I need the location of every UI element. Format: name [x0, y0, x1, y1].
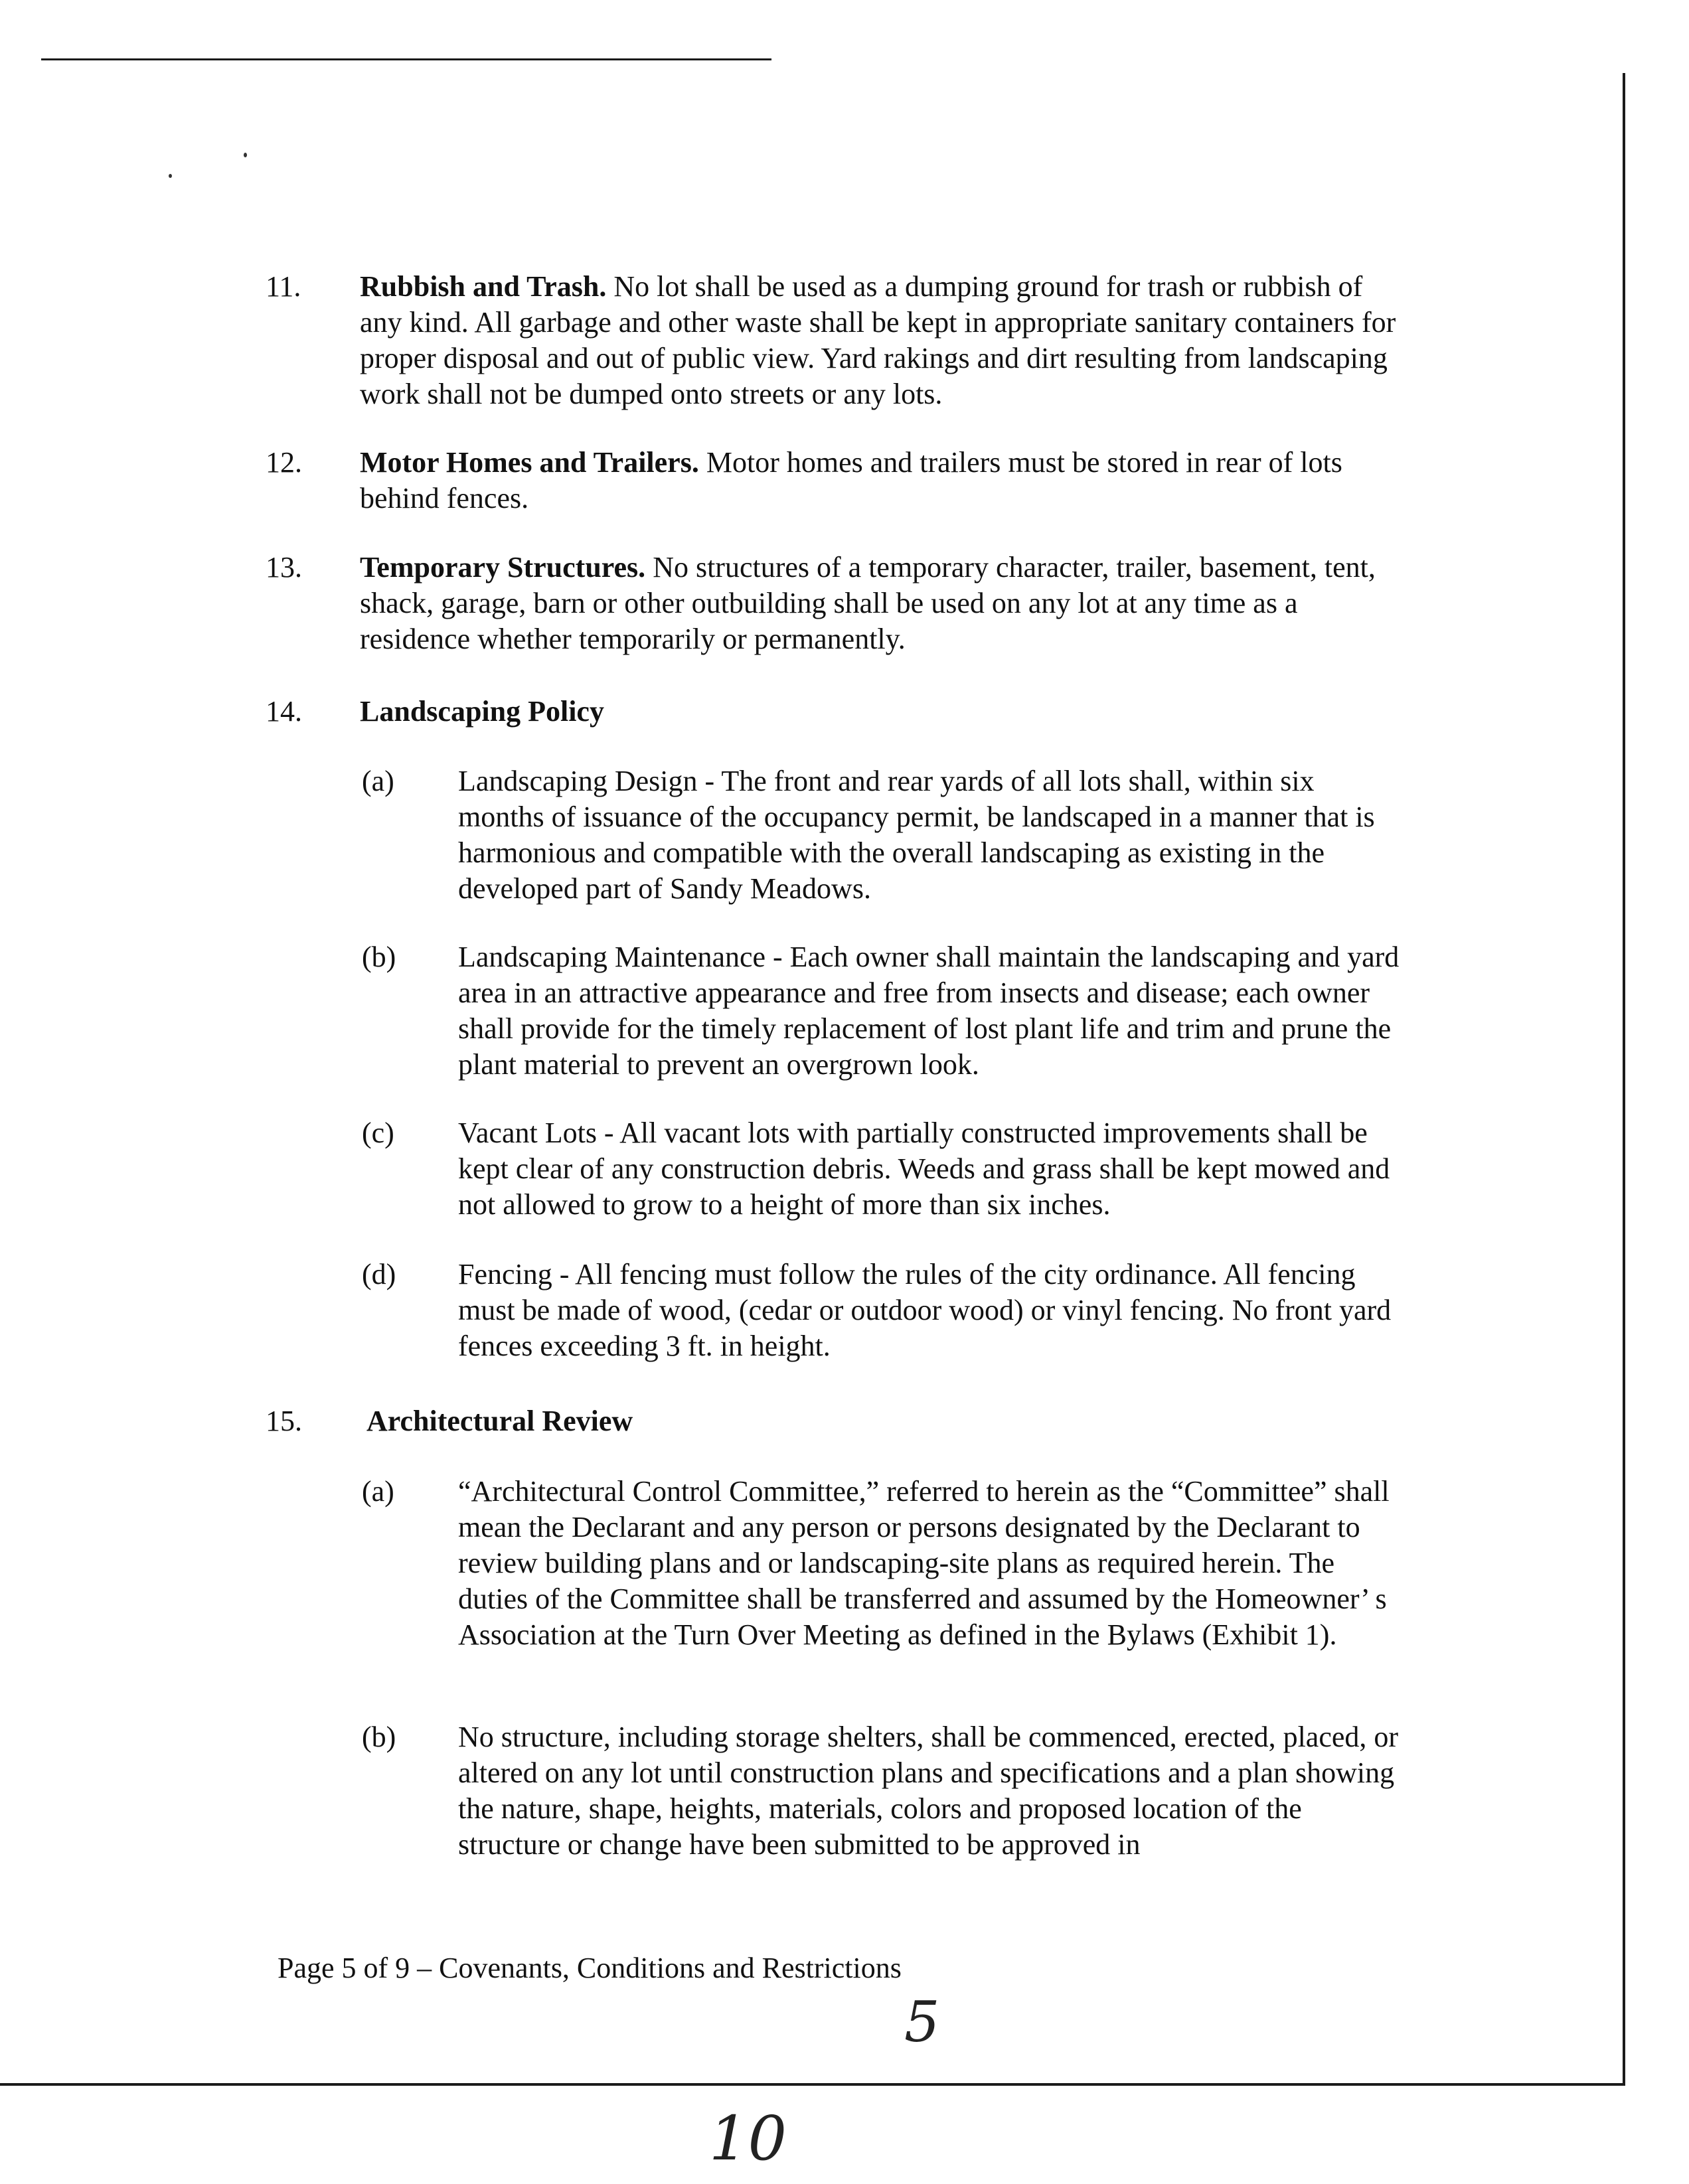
page-footer: Page 5 of 9 – Covenants, Conditions and Restrictions — [278, 1952, 902, 1984]
section-number: 14. — [266, 695, 302, 728]
subsection-letter: (b) — [362, 941, 396, 973]
section-number: 11. — [266, 270, 301, 303]
right-border-rule — [1623, 73, 1625, 2084]
top-scan-rule — [41, 58, 771, 60]
section-text: Motor homes and trailers must be stored in rear of lots behind fences. — [360, 446, 1342, 514]
handwritten-page-number: 5 — [904, 1989, 940, 2055]
section-body — [360, 269, 1409, 412]
subsection-text: Vacant Lots - All vacant lots with partially constructed improvements shall be kept clear of any construction debris. Weeds and grass shall be kept mowed and not allowed to grow to a height of more than six inches. — [458, 1117, 1390, 1221]
section-text: No structures of a temporary character, trailer, basement, tent, shack, garage, barn or other outbuilding shall be used on any lot at any time as a residence whether temporarily or permanently. — [360, 551, 1376, 655]
subsection-letter: (d) — [362, 1258, 396, 1290]
subsection-letter: (a) — [362, 765, 394, 797]
section-title: Architectural Review — [366, 1405, 633, 1437]
scan-speck — [169, 174, 172, 178]
subsection-text: No structure, including storage shelters, shall be commenced, erected, placed, or altered on any lot until construction plans and specifications and a plan showing the nature, shape, heights, materials, colors and proposed location of the structure or change have been submitted to be approved in — [458, 1721, 1399, 1861]
subsection-text: Landscaping Design - The front and rear yards of all lots shall, within six months of issuance of the occupancy permit, be landscaped in a manner that is harmonious and compatible with the overall landscaping as existing in the developed part of Sandy Meadows. — [458, 765, 1375, 905]
section-body — [360, 550, 1409, 657]
subsection-letter: (a) — [362, 1475, 394, 1508]
scan-speck — [244, 153, 247, 157]
section-title: Temporary Structures. — [360, 551, 646, 584]
handwritten-number: 10 — [709, 2103, 787, 2174]
section-text: No lot shall be used as a dumping ground for trash or rubbish of any kind. All garbage and other waste shall be kept in appropriate sanitary containers for proper disposal and out of public view. Yard rakings and dirt resulting from landscaping work shall not be dumped onto streets or any lots. — [360, 270, 1396, 410]
subsection-text: Landscaping Maintenance - Each owner shall maintain the landscaping and yard area in an attractive appearance and free from insects and disease; each owner shall provide for the timely replacement of lost plant life and trim and prune the plant material to prevent an overgrown look. — [458, 941, 1400, 1081]
section-body — [360, 445, 1409, 516]
subsection-text: “Architectural Control Committee,” referred to herein as the “Committee” shall mean the Declarant and any person or persons designated by the Declarant to review building plans and or landscaping-site plans as required herein. The duties of the Committee shall be transferred and assumed by the Homeowner’ s Association at the Turn Over Meeting as defined in the Bylaws (Exhibit 1). — [458, 1475, 1390, 1651]
section-title: Landscaping Policy — [360, 695, 604, 728]
section-title: Rubbish and Trash. — [360, 270, 607, 303]
subsection-letter: (b) — [362, 1721, 396, 1753]
subsection-letter: (c) — [362, 1117, 394, 1149]
section-number: 15. — [266, 1405, 302, 1437]
bottom-border-rule — [0, 2083, 1625, 2086]
section-number: 13. — [266, 551, 302, 584]
section-title: Motor Homes and Trailers. — [360, 446, 699, 479]
subsection-text: Fencing - All fencing must follow the rules of the city ordinance. All fencing must be made of wood, (cedar or outdoor wood) or vinyl fencing. No front yard fences exceeding 3 ft. in height. — [458, 1258, 1392, 1362]
section-number: 12. — [266, 446, 302, 479]
